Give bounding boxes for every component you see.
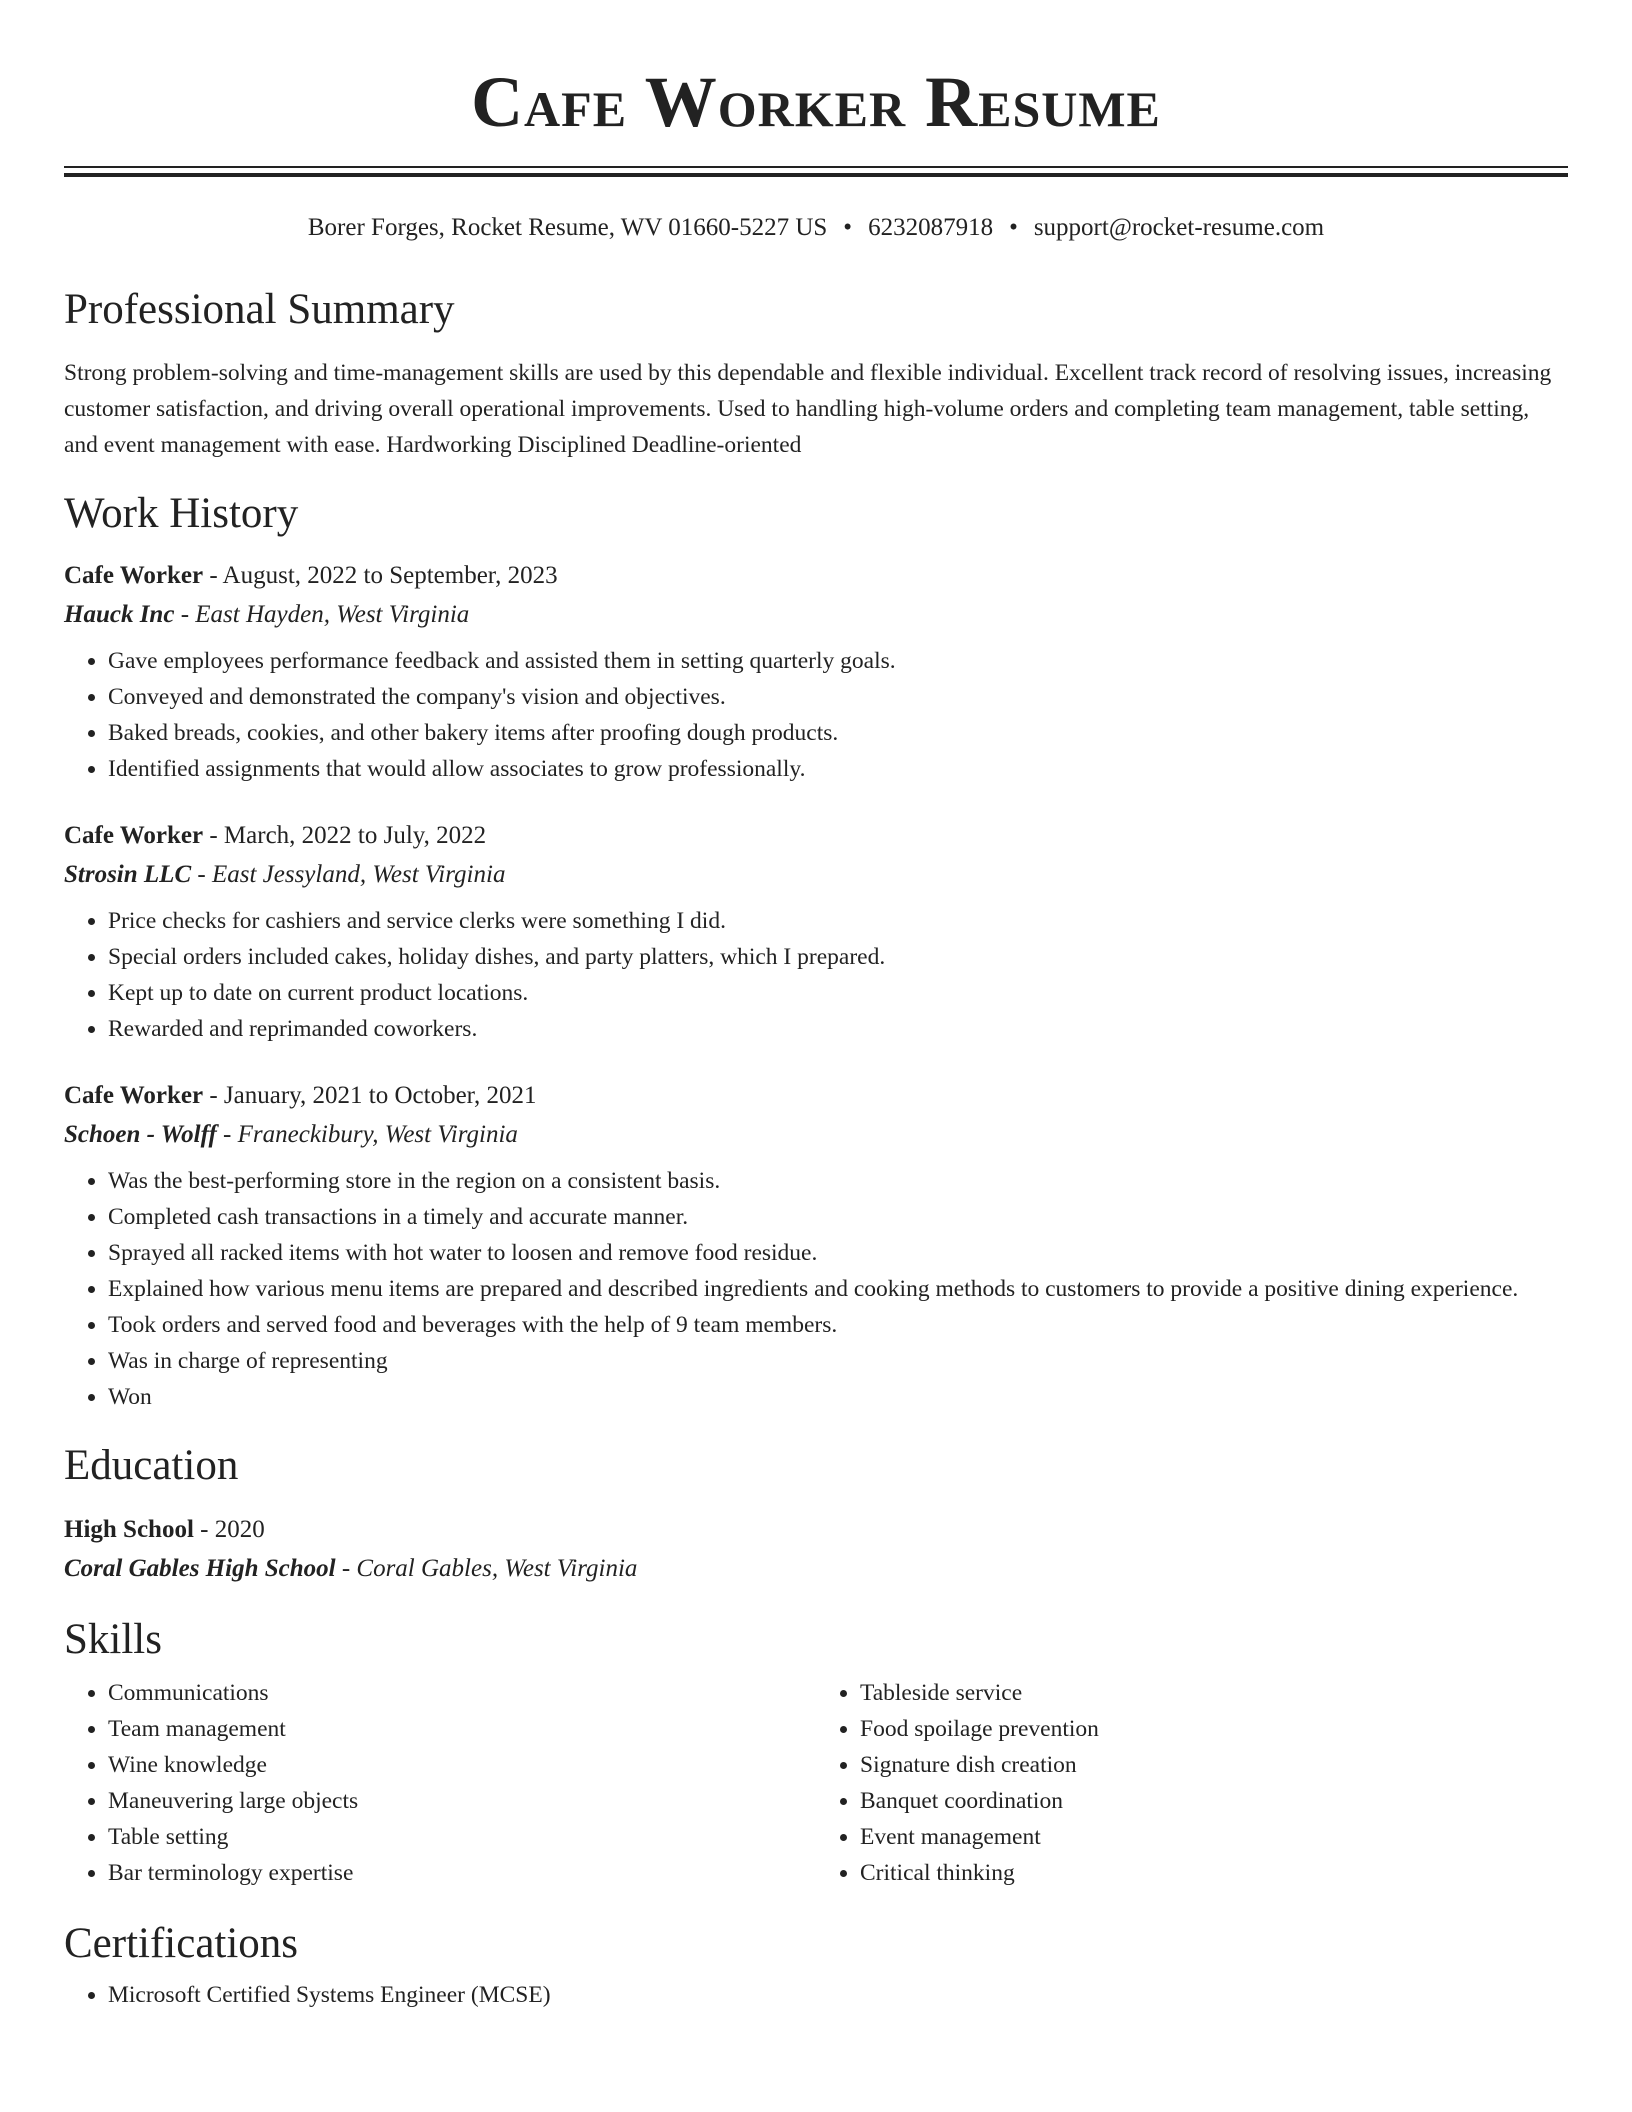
list-item: • Price checks for cashiers and service clerks were something I did. [108, 903, 1568, 939]
list-item: • Kept up to date on current product locations. [108, 975, 1568, 1011]
job-title-line [64, 1077, 1568, 1115]
list-item: • Baked breads, cookies, and other bakery items after proofing dough products. [108, 715, 1568, 751]
job-title: Cafe Worker [64, 562, 204, 589]
list-item: • Explained how various menu items are prepared and described ingredients and cooking methods to customers to provide a positive dining experience. [108, 1271, 1568, 1307]
list-item: • Microsoft Certified Systems Engineer (MCSE) [108, 1977, 1568, 2013]
certifications-heading: Certifications [64, 1920, 299, 1967]
list-item: • Table setting [108, 1819, 816, 1855]
job-company: Hauck Inc [64, 601, 175, 628]
list-item: • Maneuvering large objects [108, 1783, 816, 1819]
list-item: • Event management [860, 1819, 1568, 1855]
skills-left-column [64, 1675, 816, 1891]
education-school: Coral Gables High School [64, 1555, 336, 1582]
list-item: • Food spoilage prevention [860, 1711, 1568, 1747]
certifications-list [64, 1977, 1568, 2013]
education-year: - 2020 [193, 1516, 265, 1543]
list-item: • Was the best-performing store in the region on a consistent basis. [108, 1163, 1568, 1199]
skills-columns [64, 1675, 1568, 1891]
education-heading: Education [64, 1442, 239, 1489]
summary-text: Strong problem-solving and time-management skills are used by this dependable and flexible individual. Excellent track record of resolving issues, increasing customer satisfaction, and driving overall operational improvements. Used to handling high-volume orders and completing team management, table setting, and event management with ease. Hardworking Disciplined Deadline-oriented [64, 360, 1552, 458]
job-title-line [64, 817, 1568, 855]
job-company-line [64, 595, 1568, 635]
job-location: - East Jessyland, West Virginia [191, 861, 506, 888]
job-entry [64, 817, 1568, 1047]
job-company-line [64, 855, 1568, 895]
skills-heading: Skills [64, 1616, 162, 1663]
contact-email: support@rocket-resume.com [1033, 214, 1325, 241]
job-company: Schoen - Wolff [64, 1121, 217, 1148]
list-item: • Sprayed all racked items with hot water to loosen and remove food residue. [108, 1235, 1568, 1271]
education-school-line [64, 1549, 1568, 1589]
job-bullets [64, 903, 1568, 1047]
list-item: • Communications [108, 1675, 816, 1711]
list-item: • Identified assignments that would allow associates to grow professionally. [108, 751, 1568, 787]
job-company-line [64, 1115, 1568, 1155]
list-item: • Conveyed and demonstrated the company's vision and objectives. [108, 679, 1568, 715]
summary-heading: Professional Summary [64, 286, 455, 333]
job-location: - East Hayden, West Virginia [174, 601, 470, 628]
skills-right-column [816, 1675, 1568, 1891]
job-dates: - March, 2022 to July, 2022 [203, 822, 487, 849]
job-dates: - January, 2021 to October, 2021 [203, 1082, 537, 1109]
title-divider [64, 166, 1568, 177]
contact-line [64, 211, 1568, 245]
job-entry [64, 557, 1568, 787]
list-item: • Tableside service [860, 1675, 1568, 1711]
list-item: • Special orders included cakes, holiday dishes, and party platters, which I prepared. [108, 939, 1568, 975]
job-bullets [64, 643, 1568, 787]
resume-title: Cafe Worker Resume [471, 62, 1161, 142]
list-item: • Was in charge of representing [108, 1343, 1568, 1379]
list-item: • Completed cash transactions in a timely and accurate manner. [108, 1199, 1568, 1235]
job-title: Cafe Worker [64, 822, 204, 849]
list-item: • Wine knowledge [108, 1747, 816, 1783]
job-location: - Franeckibury, West Virginia [216, 1121, 518, 1148]
education-degree-line [64, 1511, 1568, 1549]
list-item: • Banquet coordination [860, 1783, 1568, 1819]
job-company: Strosin LLC [64, 861, 192, 888]
list-item: • Won [108, 1379, 1568, 1415]
job-entry [64, 1077, 1568, 1415]
list-item: • Bar terminology expertise [108, 1855, 816, 1891]
job-title-line [64, 557, 1568, 595]
contact-address: Borer Forges, Rocket Resume, WV 01660-5227 US [307, 214, 828, 241]
job-bullets [64, 1163, 1568, 1415]
contact-phone: 6232087918 [868, 214, 994, 241]
list-item: • Team management [108, 1711, 816, 1747]
education-entry [64, 1511, 1568, 1589]
list-item: • Signature dish creation [860, 1747, 1568, 1783]
education-degree: High School [64, 1516, 194, 1543]
list-item: • Critical thinking [860, 1855, 1568, 1891]
job-title: Cafe Worker [64, 1082, 204, 1109]
list-item: • Rewarded and reprimanded coworkers. [108, 1011, 1568, 1047]
work-history-heading: Work History [64, 490, 299, 537]
contact-separator: • [1009, 214, 1018, 241]
contact-separator: • [843, 214, 853, 241]
job-dates: - August, 2022 to September, 2023 [203, 562, 558, 589]
list-item: • Took orders and served food and beverages with the help of 9 team members. [108, 1307, 1568, 1343]
education-location: - Coral Gables, West Virginia [335, 1555, 638, 1582]
list-item: • Gave employees performance feedback and assisted them in setting quarterly goals. [108, 643, 1568, 679]
